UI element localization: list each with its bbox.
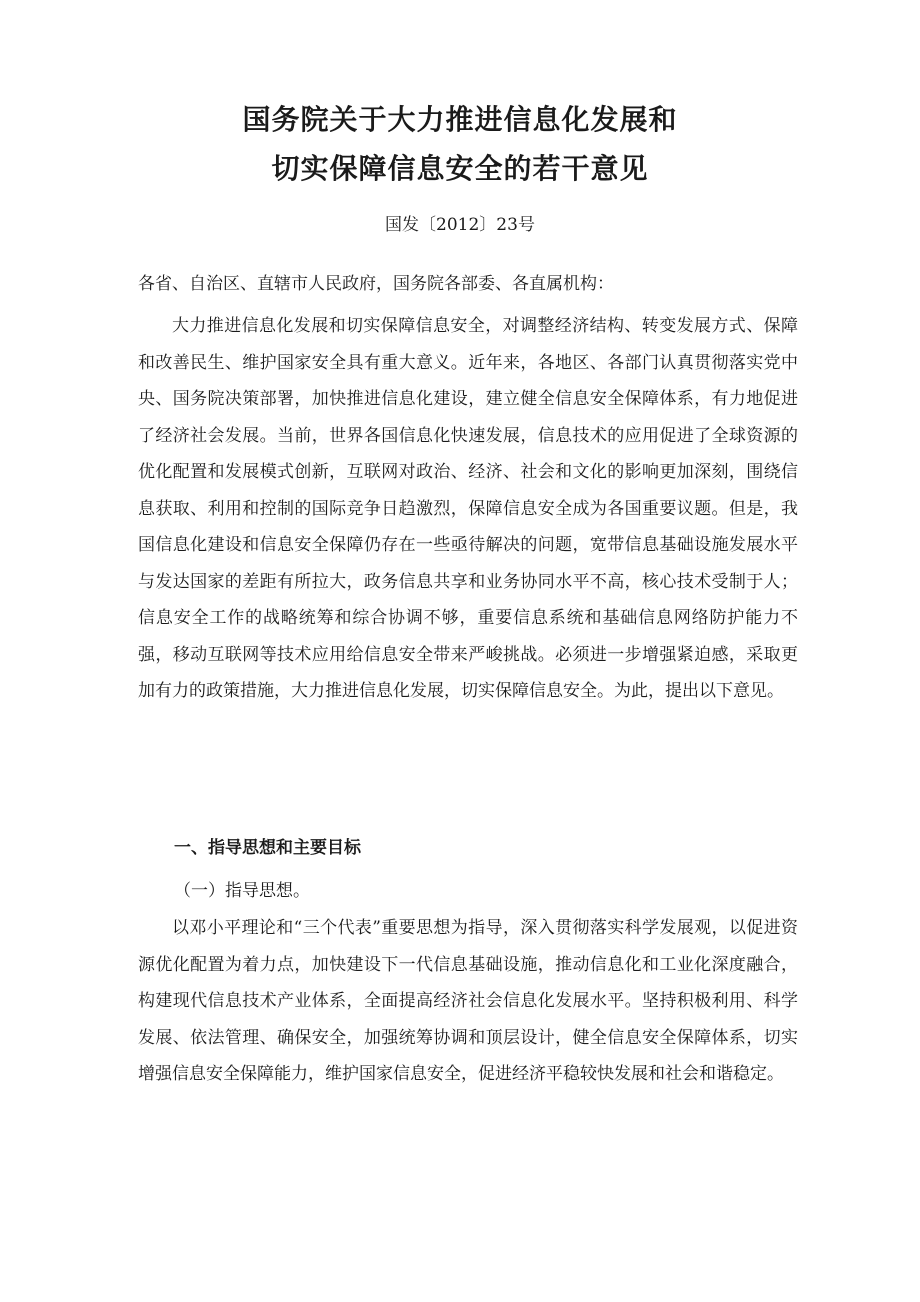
document-title-line2: 切实保障信息安全的若干意见 bbox=[271, 152, 649, 185]
intro-paragraph: 大力推进信息化发展和切实保障信息安全，对调整经济结构、转变发展方式、保障和改善民生、维护国家安全具有重大意义。近年来，各地区、各部门认真贯彻落实党中央、国务院决策部署，加快推进信息化建设，建立健全信息安全保障体系，有力地促进了经济社会发展。当前，世界各国信息化快速发展，信息技术的应用促进了全球资源的优化配置和发展模式创新，互联网对政治、经济、社会和文化的影响更加深刻，围绕信息获取、利用和控制的国际竞争日趋激烈，保障信息安全成为各国重要议题。但是，我国信息化建设和信息安全保障仍存在一些亟待解决的问题，宽带信息基础设施发展水平与发达国家的差距有所拉大，政务信息共享和业务协同水平不高，核心技术受制于人；信息安全工作的战略统筹和综合协调不够，重要信息系统和基础信息网络防护能力不强，移动互联网等技术应用给信息安全带来严峻挑战。必须进一步增强紧迫感，采取更加有力的政策措施，大力推进信息化发展，切实保障信息安全。为此，提出以下意见。 bbox=[138, 316, 798, 701]
document-title-line1: 国务院关于大力推进信息化发展和 bbox=[242, 103, 678, 136]
guiding-ideology-paragraph: 以邓小平理论和“三个代表”重要思想为指导，深入贯彻落实科学发展观，以促进资源优化配置为着力点，加快建设下一代信息基础设施，推动信息化和工业化深度融合，构建现代信息技术产业体系，全面提高经济社会信息化发展水平。坚持积极利用、科学发展、依法管理、确保安全，加强统筹协调和顶层设计，健全信息安全保障体系，切实增强信息安全保障能力，维护国家信息安全，促进经济平稳较快发展和社会和谐稳定。 bbox=[138, 918, 798, 1084]
subsection-heading-1: （一）指导思想。 bbox=[174, 881, 310, 901]
section-heading-1: 一、指导思想和主要目标 bbox=[174, 838, 361, 858]
addressee-line: 各省、自治区、直辖市人民政府，国务院各部委、各直属机构： bbox=[138, 274, 614, 294]
document-number: 国发〔2012〕23号 bbox=[385, 215, 535, 235]
